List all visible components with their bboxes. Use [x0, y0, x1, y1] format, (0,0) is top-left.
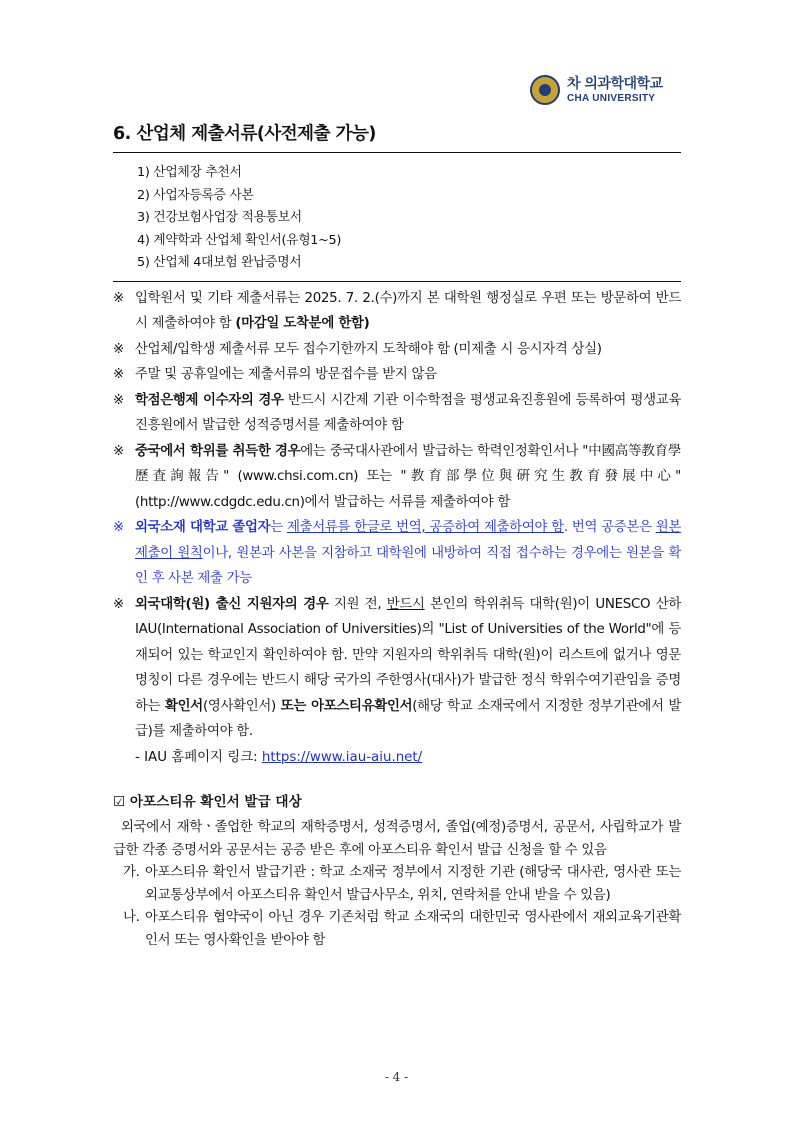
note-text: 반드시 시간제 기관 이수학점을 평생교육진흥원에 등록하여 평생교육진흥원에서 발급한 성적증명서를 제출하여야 함	[135, 392, 681, 433]
note-foreign-graduate	[113, 515, 681, 592]
note-weekend	[113, 362, 681, 388]
university-logo	[530, 74, 663, 106]
university-seal-icon	[530, 75, 560, 105]
item-label: 나.	[123, 910, 140, 925]
note-foreign-university	[113, 592, 681, 745]
note-text: 산업체/입학생 제출서류 모두 접수기한까지 도착해야 함 (미제출 시 응시자격 상실)	[135, 341, 602, 357]
note-china-degree	[113, 439, 681, 516]
note-emphasis: 또는 아포스티유확인서	[280, 698, 413, 714]
list-item: 4) 계약학과 산업체 확인서(유형1~5)	[137, 232, 342, 248]
note-credit-bank	[113, 388, 681, 439]
list-item: 5) 산업체 4대보험 완납증명서	[137, 255, 302, 270]
note-mark: ※	[113, 392, 124, 408]
note-emphasis: 확인서	[165, 698, 203, 714]
iau-link-label: - IAU 홈페이지 링크:	[135, 749, 262, 765]
note-mark: ※	[113, 290, 124, 306]
note-text: 에는 중국대사관에서 발급하는 학력인정확인서나 "中國高等教育學歷査詢報告" (www.chsi.com.cn) 또는 "教育部學位與硏究生教育發展中心" (http://www.cdgdc.edu.cn)에서 발급하는 서류를 제출하여야 함	[135, 443, 681, 510]
apostille-paragraph: 외국에서 재학ㆍ졸업한 학교의 재학증명서, 성적증명서, 졸업(예정)증명서, 공문서, 사립학교가 발급한 각종 증명서와 공문서는 공증 받은 후에 아포스티유 확인서 발급 신청을 할 수 있음	[113, 820, 681, 858]
note-emphasis: 학점은행제 이수자의 경우	[135, 392, 284, 408]
apostille-title: ☑ 아포스티유 확인서 발급 대상	[113, 794, 302, 810]
note-text: 주말 및 공휴일에는 제출서류의 방문접수를 받지 않음	[135, 367, 437, 382]
item-text: 아포스티유 협약국이 아닌 경우 기존처럼 학교 소재국의 대한민국 영사관에서 재외교육기관확인서 또는 영사확인을 받아야 함	[145, 910, 681, 948]
notes	[113, 286, 681, 771]
logo-english: CHA UNIVERSITY	[567, 92, 656, 104]
apostille-item-b	[113, 907, 681, 952]
note-emphasis: 외국소재 대학교 졸업자	[135, 520, 271, 535]
note-arrival	[113, 337, 681, 363]
note-emphasis: 중국에서 학위를 취득한 경우	[135, 443, 301, 459]
logo-text	[567, 77, 663, 104]
section-title: 6. 산업체 제출서류(사전제출 가능)	[113, 122, 681, 153]
note-underline: 제출서류를 한글로 번역, 공증하여 제출하여야 함	[286, 520, 564, 535]
note-emphasis: (마감일 도착분에 한함)	[235, 316, 370, 331]
note-text: (해당 학교 소재국에서 지정한 정부기관에서 발급)를 제출하여야 함.	[135, 698, 681, 739]
note-text: 입학원서 및 기타 제출서류는 2025. 7. 2.(수)까지 본 대학원 행정실로 우편 또는 방문하여 반드시 제출하여야 함	[135, 290, 681, 331]
note-text: (영사확인서)	[202, 698, 281, 714]
page-content	[113, 122, 681, 952]
note-emphasis: 외국대학(원) 출신 지원자의 경우	[135, 596, 329, 612]
note-underline: 원본 제출이 원칙	[135, 520, 682, 561]
document-list	[113, 153, 681, 282]
note-text: 본인의 학위취득 대학(원)이 UNESCO 산하 IAU(International Association of Universities)의 "List of Universities of the World"에 등재되어 있는 학교인지 확인하여야 함. 만약 지원자의 학위취득 대학(원)이 리스트에 없거나 영문명칭이 다른 경우에는 반드시 해당 국가의 주한영사(대사)가 발급한 정식 학위수여기관임을 증명하는	[135, 596, 681, 714]
logo-korean: 차 의과학대학교	[567, 75, 663, 92]
iau-homepage-link[interactable]: https://www.iau-aiu.net/	[261, 749, 423, 765]
page-number: - 4 -	[384, 1070, 409, 1084]
list-item: 2) 사업자등록증 사본	[137, 187, 254, 203]
note-text: 지원 전,	[328, 596, 387, 612]
list-item: 3) 건강보험사업장 적용통보서	[137, 210, 302, 225]
iau-link-line	[113, 745, 681, 771]
note-text: . 번역 공증본은	[563, 520, 656, 535]
note-mark: ※	[113, 443, 124, 459]
apostille-item-a	[113, 862, 681, 907]
note-mark: ※	[113, 341, 124, 357]
note-mark: ※	[113, 367, 124, 382]
note-text: 이나, 원본과 사본을 지참하고 대학원에 내방하여 직접 접수하는 경우에는 원본을 확인 후 사본 제출 가능	[135, 545, 681, 586]
note-mark: ※	[113, 596, 124, 612]
note-underline: 반드시	[386, 596, 425, 612]
item-label: 가.	[123, 865, 140, 880]
item-text: 아포스티유 확인서 발급기관 : 학교 소재국 정부에서 지정한 기관 (해당국 대사관, 영사관 또는 외교통상부에서 아포스티유 확인서 발급사무소, 위치, 연락처를 안내 받을 수 있음)	[145, 865, 681, 903]
list-item: 1) 산업체장 추천서	[137, 165, 242, 180]
note-mark: ※	[113, 520, 124, 535]
note-deadline	[113, 286, 681, 337]
note-text: 는	[270, 520, 287, 535]
